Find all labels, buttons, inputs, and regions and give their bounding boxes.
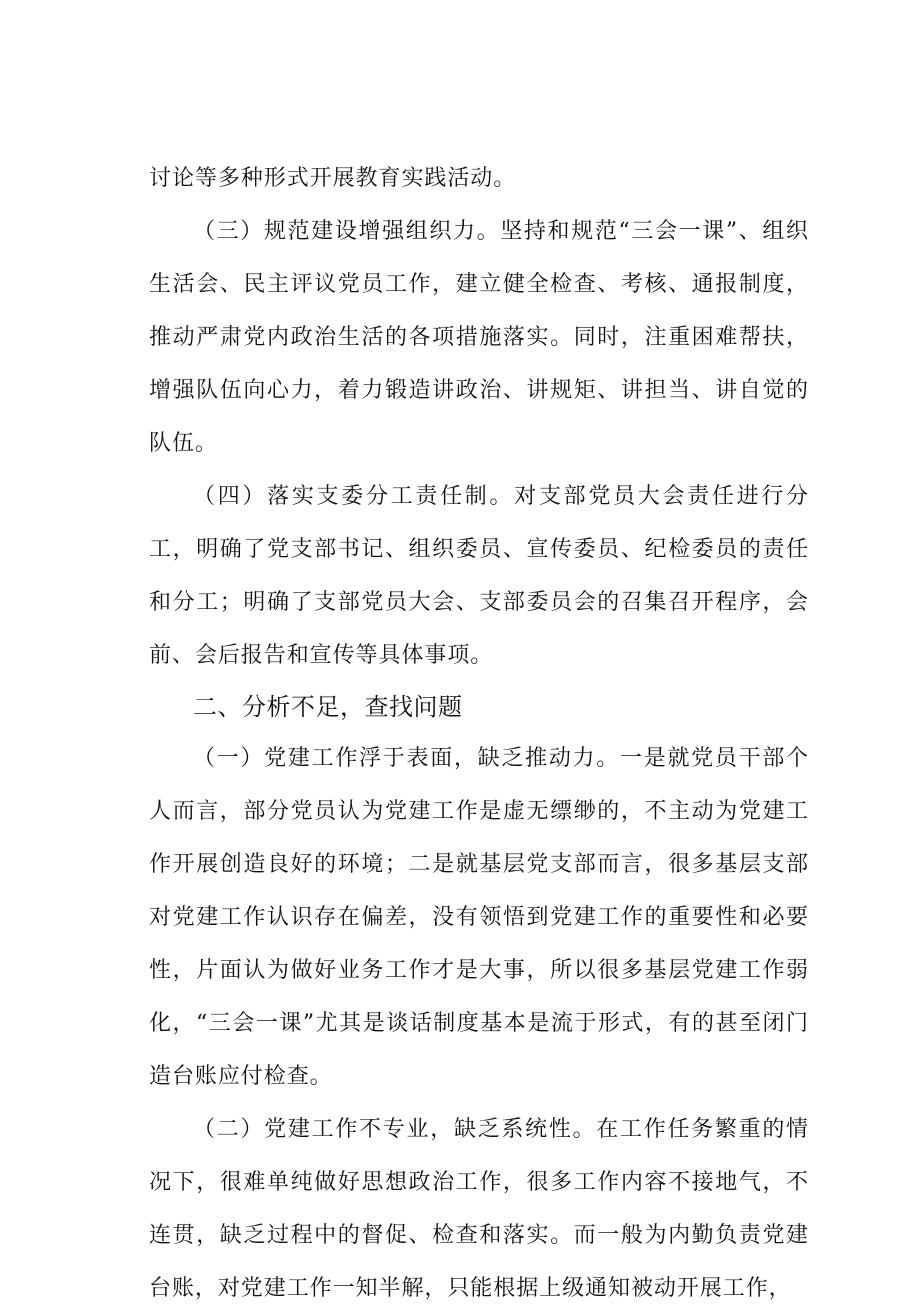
paragraph-section-3: （三）规范建设增强组织力。坚持和规范“三会一课”、组织生活会、民主评议党员工作，建立健全检查、考核、通报制度，推动严肃党内政治生活的各项措施落实。同时，注重困难帮扶，增强队伍向心力，着力锻造讲政治、讲规矩、讲担当、讲自觉的队伍。	[149, 219, 809, 456]
paragraph-section-4: （四）落实支委分工责任制。对支部党员大会责任进行分工，明确了党支部书记、组织委员、宣传委员、纪检委员的责任和分工；明确了支部党员大会、支部委员会的召集召开程序，会前、会后报告和宣传等具体事项。	[149, 484, 809, 668]
section-heading-2: 二、分析不足，查找问题	[193, 693, 463, 721]
paragraph-problem-2: （二）党建工作不专业，缺乏系统性。在工作任务繁重的情况下，很难单纯做好思想政治工作，很多工作内容不接地气，不连贯，缺乏过程中的督促、检查和落实。而一般为内勤负责党建台账，对党建工作一知半解，只能根据上级通知被动开展工作，	[149, 1117, 809, 1301]
paragraph-continuation: 讨论等多种形式开展教育实践活动。	[149, 166, 517, 191]
paragraph-problem-1: （一）党建工作浮于表面，缺乏推动力。一是就党员干部个人而言，部分党员认为党建工作是虚无缥缈的，不主动为党建工作开展创造良好的环境；二是就基层党支部而言，很多基层支部对党建工作认识存在偏差，没有领悟到党建工作的重要性和必要性，片面认为做好业务工作才是大事，所以很多基层党建工作弱化，“三会一课”尤其是谈话制度基本是流于形式，有的甚至闭门造台账应付检查。	[149, 746, 809, 1089]
document-page	[149, 152, 809, 1315]
